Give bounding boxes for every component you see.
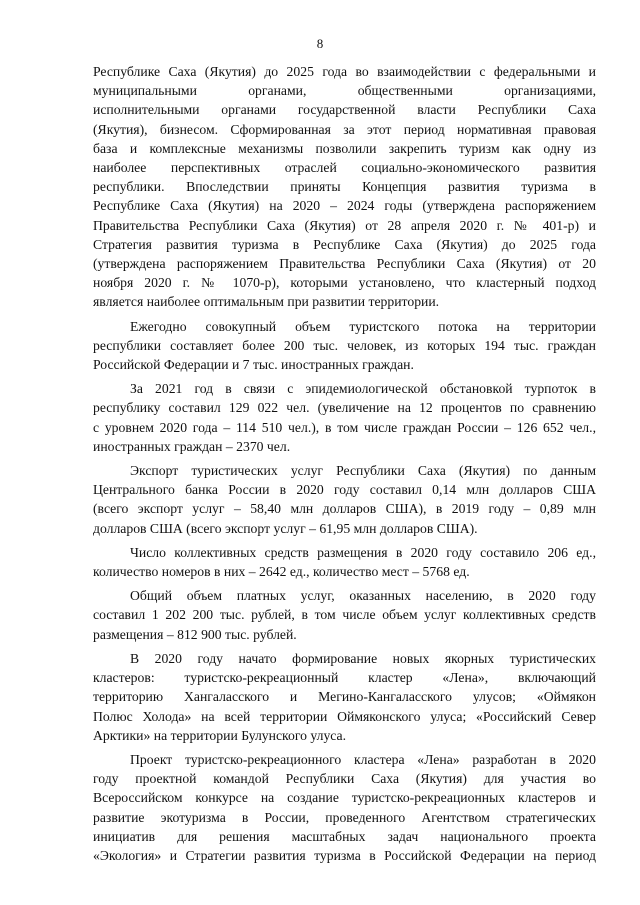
- text-line: (всего экспорт услуг – 58,40 млн долларов США), в 2019 году – 0,89 млн: [93, 501, 596, 517]
- text-line: Ежегодно совокупный объем туристского потока на территории: [130, 318, 596, 334]
- text-line: Всероссийском конкурсе на создание туристско-рекреационных кластеров и: [93, 790, 596, 806]
- text-line: инициатив для решения масштабных задач национального проекта: [93, 828, 596, 844]
- text-line: Стратегия развития туризма в Республике Саха (Якутия) до 2025 года: [93, 236, 596, 252]
- paragraph: [93, 379, 596, 456]
- paragraph: [93, 461, 596, 538]
- text-line: Центрального банка России в 2020 году составил 0,14 млн долларов США: [93, 482, 596, 498]
- paragraph: [93, 62, 596, 312]
- text-line: ноября 2020 г. № 1070-р), которыми установлено, что кластерный подход: [93, 275, 596, 291]
- text-line: является наиболее оптимальным при развитии территории.: [93, 294, 440, 310]
- text-line: составил 1 202 200 тыс. рублей, в том числе объем услуг коллективных средств: [93, 607, 596, 623]
- text-line: кластеров: туристско-рекреационный кластер «Лена», включающий: [93, 670, 596, 686]
- text-line: году проектной командой Республики Саха (Якутия) для участия во: [93, 771, 596, 787]
- paragraph: [93, 649, 596, 745]
- text-line: Республике Саха (Якутия) до 2025 года во взаимодействии с федеральными и: [93, 64, 596, 79]
- text-line: с уровнем 2020 года – 114 510 чел.), в том числе граждан России – 126 652 чел.,: [93, 419, 596, 435]
- text-line: (Якутия), бизнесом. Сформированная за этот период нормативная правовая: [93, 121, 596, 137]
- text-line: (утверждена распоряжением Правительства Республики Саха (Якутия) от 20: [93, 256, 596, 272]
- text-line: размещения – 812 900 тыс. рублей.: [93, 626, 297, 642]
- text-line: Правительства Республики Саха (Якутия) от 28 апреля 2020 г. № 401-р) и: [93, 217, 596, 233]
- text-line: наиболее перспективных отраслей социально-экономического развития: [93, 160, 596, 176]
- text-line: В 2020 году начато формирование новых якорных туристических: [130, 650, 596, 666]
- text-line: иностранных граждан – 2370 чел.: [93, 438, 291, 454]
- text-line: республики составляет более 200 тыс. человек, из которых 194 тыс. граждан: [93, 337, 596, 353]
- text-line: количество номеров в них – 2642 ед., количество мест – 5768 ед.: [93, 564, 470, 580]
- page-number: 8: [316, 36, 324, 51]
- text-line: Общий объем платных услуг, оказанных населению, в 2020 году: [130, 588, 596, 604]
- text-line: развитие экотуризма в России, проведенного Агентством стратегических: [93, 809, 596, 825]
- text-line: Российской Федерации и 7 тыс. иностранных граждан.: [93, 357, 414, 373]
- text-line: республику составил 129 022 чел. (увеличение на 12 процентов по сравнению: [93, 400, 596, 416]
- text-line: Республике Саха (Якутия) на 2020 – 2024 годы (утверждена распоряжением: [93, 198, 596, 214]
- paragraph: [93, 543, 596, 581]
- text-line: территорию Хангаласского и Мегино-Кангаласского улусов; «Оймякон: [93, 689, 596, 705]
- text-line: Экспорт туристических услуг Республики Саха (Якутия) по данным: [130, 463, 596, 479]
- text-line: Проект туристско-рекреационного кластера «Лена» разработан в 2020: [130, 751, 596, 767]
- text-line: исполнительными органами государственной власти Республики Саха: [93, 102, 596, 118]
- document-body: [93, 62, 596, 870]
- text-line: муниципальными органами, общественными организациями,: [93, 83, 596, 99]
- text-line: Число коллективных средств размещения в 2020 году составило 206 ед.,: [130, 544, 596, 560]
- paragraph: [93, 317, 596, 375]
- paragraph: [93, 750, 596, 865]
- text-line: Полюс Холода» на всей территории Оймяконского улуса; «Российский Север: [93, 708, 596, 724]
- text-line: Арктики» на территории Булунского улуса.: [93, 727, 347, 743]
- text-line: республики. Впоследствии приняты Концепция развития туризма в: [93, 179, 596, 195]
- text-line: «Экология» и Стратегии развития туризма в Российской Федерации на период: [93, 847, 596, 863]
- text-line: база и комплексные механизмы позволили закрепить туризм как одну из: [93, 140, 596, 156]
- text-line: За 2021 год в связи с эпидемиологической обстановкой турпоток в: [130, 381, 596, 397]
- paragraph: [93, 586, 596, 644]
- text-line: долларов США (всего экспорт услуг – 61,95 млн долларов США).: [93, 520, 478, 536]
